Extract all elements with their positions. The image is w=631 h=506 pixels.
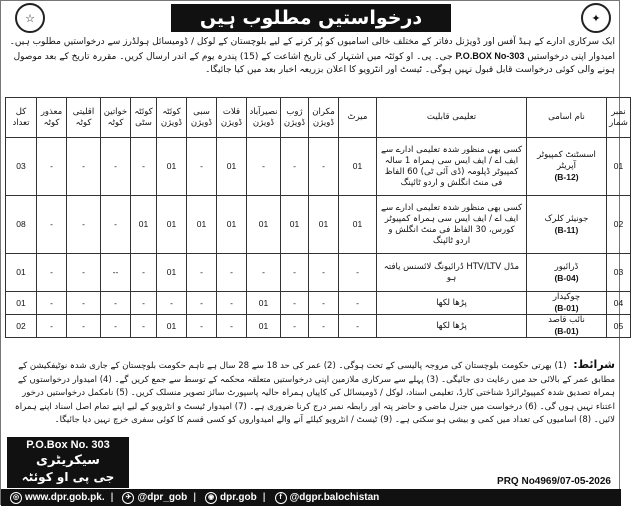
cell-serial: 03	[607, 254, 631, 292]
cell-quetta-city: -	[131, 292, 157, 315]
emblem-icon: ☆	[15, 3, 45, 33]
col-qualification: تعلیمی قابلیت	[377, 98, 527, 138]
post-name: ڈرائیور	[554, 261, 579, 272]
cell-makran: 01	[309, 196, 339, 254]
cell-minority: -	[67, 292, 101, 315]
cell-qualification: پڑھا لکھا	[377, 292, 527, 315]
globe-icon: ◎	[10, 492, 22, 504]
cell-total: 01	[6, 292, 37, 315]
cell-sibi: -	[187, 138, 217, 196]
cell-quetta-city: -	[131, 138, 157, 196]
cell-total: 02	[6, 315, 37, 338]
cell-minority: -	[67, 196, 101, 254]
cell-total: 03	[6, 138, 37, 196]
secretary-title: سیکریٹری	[36, 453, 100, 468]
cell-serial: 02	[607, 196, 631, 254]
cell-merit: -	[339, 254, 377, 292]
prq-number: PRQ No4969/07-05-2026	[497, 476, 611, 487]
cell-makran: -	[309, 138, 339, 196]
cell-post	[527, 315, 607, 338]
cell-women: -	[101, 138, 131, 196]
cell-makran: -	[309, 292, 339, 315]
intro-text-2: جی۔ پی۔ او کوئٹہ میں اشتہار کی تاریخ اشاعت کے (15) پندرہ یوم کے اندر ارسال کریں۔ مقررہ تاریخ کے بعد موصول ہونے والی کوئی درخواست قابل قبول نہیں ہوگی۔ ٹیسٹ اور انٹرویو کا اعلان بزریعہ اخبار بعد میں کیا جائیگا۔	[13, 51, 615, 75]
cell-sibi: -	[187, 254, 217, 292]
cell-makran: -	[309, 254, 339, 292]
separator: |	[193, 492, 197, 503]
cell-sibi: -	[187, 292, 217, 315]
cell-merit: -	[339, 315, 377, 338]
gpo-quetta: جی پی او کوئٹہ	[21, 470, 115, 484]
col-kalat: قلات ڈویژن	[217, 98, 247, 138]
cell-naseerabad: -	[247, 138, 281, 196]
cell-disabled: -	[37, 315, 67, 338]
instagram-icon: ◉	[205, 492, 217, 504]
cell-quetta-div: 01	[157, 315, 187, 338]
cell-naseerabad: 01	[247, 315, 281, 338]
col-zhob: ژوب ڈویژن	[281, 98, 309, 138]
cell-zhob: -	[281, 254, 309, 292]
pay-scale: (B-11)	[554, 224, 579, 235]
cell-disabled: -	[37, 254, 67, 292]
table-row	[6, 196, 631, 254]
cell-post	[527, 254, 607, 292]
website-link[interactable]: www.dpr.gob.pk.	[25, 492, 105, 503]
pay-scale: (B-12)	[554, 172, 579, 182]
table-row	[6, 292, 631, 315]
col-sibi: سبی ڈویژن	[187, 98, 217, 138]
cell-sibi: 01	[187, 196, 217, 254]
cell-naseerabad: 01	[247, 196, 281, 254]
cell-serial: 05	[607, 315, 631, 338]
cell-minority: -	[67, 254, 101, 292]
cell-women: -	[101, 315, 131, 338]
cell-disabled: -	[37, 196, 67, 254]
pay-scale: (B-01)	[554, 303, 579, 313]
header	[1, 1, 621, 35]
cell-zhob: -	[281, 315, 309, 338]
cell-kalat: -	[217, 292, 247, 315]
cell-qualification: پڑھا لکھا	[377, 315, 527, 338]
government-seal-icon: ✦	[581, 3, 611, 33]
cell-minority: -	[67, 138, 101, 196]
conditions-title: شرائط:	[573, 358, 615, 371]
cell-zhob: 01	[281, 196, 309, 254]
cell-zhob: -	[281, 292, 309, 315]
col-naseerabad: نصیرآباد ڈویژن	[247, 98, 281, 138]
cell-merit: 01	[339, 138, 377, 196]
conditions-block	[7, 358, 615, 428]
cell-qualification: کسی بھی منظور شدہ تعلیمی ادارے سے ایف اے / ایف ایس سی ہمراہ کمپیوٹر کورس، 30 الفاظ فی منٹ انگلش و اردو ٹائپنگ	[377, 196, 527, 254]
cell-post	[527, 138, 607, 196]
col-quetta-div: کوئٹہ ڈویژن	[157, 98, 187, 138]
cell-disabled: -	[37, 292, 67, 315]
col-quetta-city: کوئٹہ سٹی	[131, 98, 157, 138]
separator: |	[262, 492, 266, 503]
cell-sibi: -	[187, 315, 217, 338]
cell-total: 01	[6, 254, 37, 292]
cell-qualification: کسی بھی منظور شدہ تعلیمی ادارے سے ایف اے / ایف ایس سی ہمراہ 1 سالہ کمپیوٹر ڈپلومہ (ڈی آئی ٹی) 60 الفاظ فی منٹ انگلش و اردو ٹائپنگ	[377, 138, 527, 196]
facebook-link[interactable]: @dgpr.balochistan	[289, 492, 380, 503]
footer-pobox: P.O.Box No. 303	[7, 437, 129, 453]
cell-quetta-city: -	[131, 254, 157, 292]
instagram-link[interactable]: dpr.gob	[220, 492, 257, 503]
cell-total: 08	[6, 196, 37, 254]
cell-quetta-city: 01	[131, 196, 157, 254]
cell-minority: -	[67, 315, 101, 338]
cell-post	[527, 292, 607, 315]
cell-quetta-div: 01	[157, 254, 187, 292]
col-serial: نمبر شمار	[607, 98, 631, 138]
twitter-link[interactable]: @dpr_gob	[137, 492, 188, 503]
cell-serial: 04	[607, 292, 631, 315]
social-bar	[1, 489, 621, 506]
cell-kalat: 01	[217, 196, 247, 254]
cell-post	[527, 196, 607, 254]
col-women: خواتین کوٹہ	[101, 98, 131, 138]
table-row	[6, 315, 631, 338]
post-name: اسسٹنٹ کمپیوٹر آپریٹر	[537, 150, 596, 171]
post-name: جونیئر کلرک	[544, 213, 589, 224]
intro-pobox: P.O.BOX No-303	[455, 50, 525, 61]
cell-serial: 01	[607, 138, 631, 196]
intro-text: ایک سرکاری ادارے کے ہیڈ آفس اور ڈویژنل دفاتر کے مختلف خالی اسامیوں کو پُر کرنے کے لیے بلوچستان کے لوکل / ڈومیسائل ہولڈرز سے درخواستیں مطلوب ہیں۔ امیدوار اپنی درخواستیں	[9, 37, 615, 62]
conditions-text: (1) بھرتی حکومت بلوچستان کی مروجہ پالیسی کے تحت ہوگی۔ (2) عمر کی حد 18 سے 28 سال ہے تاہم حکومت بلوچستان کے جاری شدہ نوٹیفکیشن کے مطابق عمر کے بالائی حد میں رعایت دی جائیگی۔ (3) پہلے سے سرکاری ملازمین اپنی درخواستیں متعلقہ محکمہ کے توسط سے جمع کریں گے۔ (4) امیدوار درخواستوں کے ہمراہ تصدیق شدہ کمپیوٹرائزڈ شناختی کارڈ، تعلیمی اسناد، لوکل / ڈومیسائل کی کاپیاں ہمراہ حالیہ پاسپورٹ سائز تصویر منسلک کریں۔ (5) نامکمل درخواستیں درخور اعتناء نہیں ہوں گی۔ (6) درخواست میں جنرل ماضی و حاضر پتہ اور رابطہ نمبر درج کرنا ضروری ہے۔ (7) امیدوار ٹیسٹ و انٹرویو کے لیے اپنے تمام اصل اسناد اپنے ہمراہ لائیں۔ (8) اسامیوں کی تعداد میں کمی و بیشی ہو سکتی ہے۔ (9) ٹیسٹ / انٹرویو کیلئے آنے والے امیدواروں کو کسی قسم کا کوئی سفری خرچ نہیں دیا جائیگا۔	[14, 361, 615, 425]
cell-quetta-div: -	[157, 292, 187, 315]
cell-women: -	[101, 196, 131, 254]
col-disabled: معذور کوٹہ	[37, 98, 67, 138]
intro-paragraph	[7, 36, 615, 78]
pay-scale: (B-01)	[554, 326, 579, 336]
col-total: کل تعداد	[6, 98, 37, 138]
cell-women: --	[101, 254, 131, 292]
table-row	[6, 254, 631, 292]
twitter-icon: ✈	[122, 492, 134, 504]
col-minority: اقلیتی کوٹہ	[67, 98, 101, 138]
post-name: چوکیدار	[552, 292, 581, 302]
cell-qualification: مڈل HTV/LTV ڈرائیونگ لائسنس یافتہ ہو	[377, 254, 527, 292]
cell-kalat: 01	[217, 138, 247, 196]
col-merit: میرٹ	[339, 98, 377, 138]
cell-kalat: -	[217, 315, 247, 338]
pay-scale: (B-04)	[554, 272, 579, 283]
col-post: نام اسامی	[527, 98, 607, 138]
cell-merit: 01	[339, 196, 377, 254]
table-header-row	[6, 98, 631, 138]
cell-naseerabad: 01	[247, 292, 281, 315]
cell-zhob: -	[281, 138, 309, 196]
cell-disabled: -	[37, 138, 67, 196]
col-makran: مکران ڈویژن	[309, 98, 339, 138]
post-name: نائب قاصد	[548, 315, 585, 325]
cell-makran: -	[309, 315, 339, 338]
cell-kalat: -	[217, 254, 247, 292]
facebook-icon: f	[275, 492, 287, 504]
page-title: درخواستیں مطلوب ہیں	[171, 4, 451, 32]
vacancy-table	[5, 97, 631, 338]
separator: |	[110, 492, 114, 503]
cell-quetta-div: 01	[157, 196, 187, 254]
cell-naseerabad: -	[247, 254, 281, 292]
cell-quetta-city: -	[131, 315, 157, 338]
table-row	[6, 138, 631, 196]
cell-women: -	[101, 292, 131, 315]
cell-quetta-div: 01	[157, 138, 187, 196]
cell-merit: -	[339, 292, 377, 315]
